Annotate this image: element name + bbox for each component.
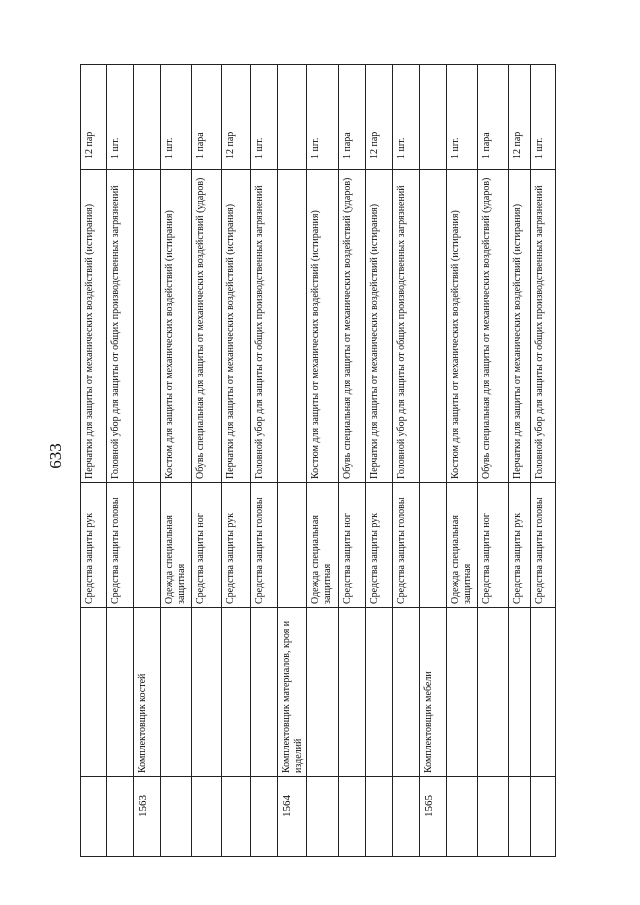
- table-cell-category: Средства защиты головы: [396, 497, 407, 604]
- protective-equipment-table: [80, 64, 556, 857]
- table-cell-category: Средства защиты головы: [110, 497, 121, 604]
- table-cell-num: 1564: [281, 795, 293, 817]
- table-cell-qty: 1 пара: [481, 132, 492, 159]
- table-cell-item: Головной убор для защиты от общих производственных загрязнений: [534, 185, 545, 479]
- table-cell-num: 1565: [423, 795, 435, 817]
- table-cell-item: Головной убор для защиты от общих производственных загрязнений: [110, 185, 121, 479]
- table-cell-category: Средства защиты рук: [512, 512, 523, 604]
- table-cell-category: Одежда специальная защитная: [450, 515, 473, 604]
- table-cell-item: Перчатки для защиты от механических воздействий (истирания): [84, 203, 95, 479]
- table-cell-item: Перчатки для защиты от механических воздействий (истирания): [225, 203, 236, 479]
- table-cell-item: Костюм для защиты от механических воздействий (истирания): [310, 210, 321, 479]
- table-cell-category: Средства защиты головы: [534, 497, 545, 604]
- table-cell-qty: 12 пар: [369, 131, 380, 159]
- table-cell-qty: 1 шт.: [310, 137, 321, 159]
- table-cell-category: Средства защиты ног: [481, 513, 492, 604]
- page-number: 633: [46, 443, 65, 469]
- table-cell-item: Обувь специальная для защиты от механических воздействий (ударов): [481, 177, 492, 479]
- table-cell-qty: 1 шт.: [534, 137, 545, 159]
- table-cell-item: Обувь специальная для защиты от механических воздействий (ударов): [195, 177, 206, 479]
- table-cell-item: Обувь специальная для защиты от механических воздействий (ударов): [342, 177, 353, 479]
- table-cell-qty: 12 пар: [225, 131, 236, 159]
- table-cell-qty: 12 пар: [512, 131, 523, 159]
- table-cell-qty: 1 пара: [342, 132, 353, 159]
- table-cell-item: Перчатки для защиты от механических воздействий (истирания): [369, 203, 380, 479]
- table-cell-category: Средства защиты ног: [195, 513, 206, 604]
- table-cell-category: Средства защиты рук: [369, 512, 380, 604]
- table-cell-qty: 1 шт.: [164, 137, 175, 159]
- table-cell-category: Одежда специальная защитная: [310, 515, 333, 604]
- table-cell-category: Средства защиты рук: [225, 512, 236, 604]
- table-cell-qty: 1 шт.: [254, 137, 265, 159]
- table-cell-num: 1563: [137, 795, 149, 817]
- table-cell-item: Головной убор для защиты от общих производственных загрязнений: [396, 185, 407, 479]
- table-cell-profession: Комплектовщик материалов, кроя и изделий: [281, 620, 304, 773]
- table-cell-qty: 1 шт.: [396, 137, 407, 159]
- table-cell-profession: Комплектовщик мебели: [423, 671, 434, 773]
- table-cell-profession: Комплектовщик костей: [137, 673, 148, 773]
- table-cell-qty: 1 шт.: [110, 137, 121, 159]
- table-cell-category: Средства защиты ног: [342, 513, 353, 604]
- table-cell-qty: 12 пар: [84, 131, 95, 159]
- table-cell-qty: 1 пара: [195, 132, 206, 159]
- table-border-left: [80, 64, 81, 857]
- table-cell-item: Головной убор для защиты от общих производственных загрязнений: [254, 185, 265, 479]
- table-cell-item: Перчатки для защиты от механических воздействий (истирания): [512, 203, 523, 479]
- table-cell-qty: 1 шт.: [450, 137, 461, 159]
- table-cell-category: Средства защиты головы: [254, 497, 265, 604]
- table-cell-item: Костюм для защиты от механических воздействий (истирания): [450, 210, 461, 479]
- table-cell-category: Одежда специальная защитная: [164, 515, 187, 604]
- table-cell-item: Костюм для защиты от механических воздействий (истирания): [164, 210, 175, 479]
- table-cell-category: Средства защиты рук: [84, 512, 95, 604]
